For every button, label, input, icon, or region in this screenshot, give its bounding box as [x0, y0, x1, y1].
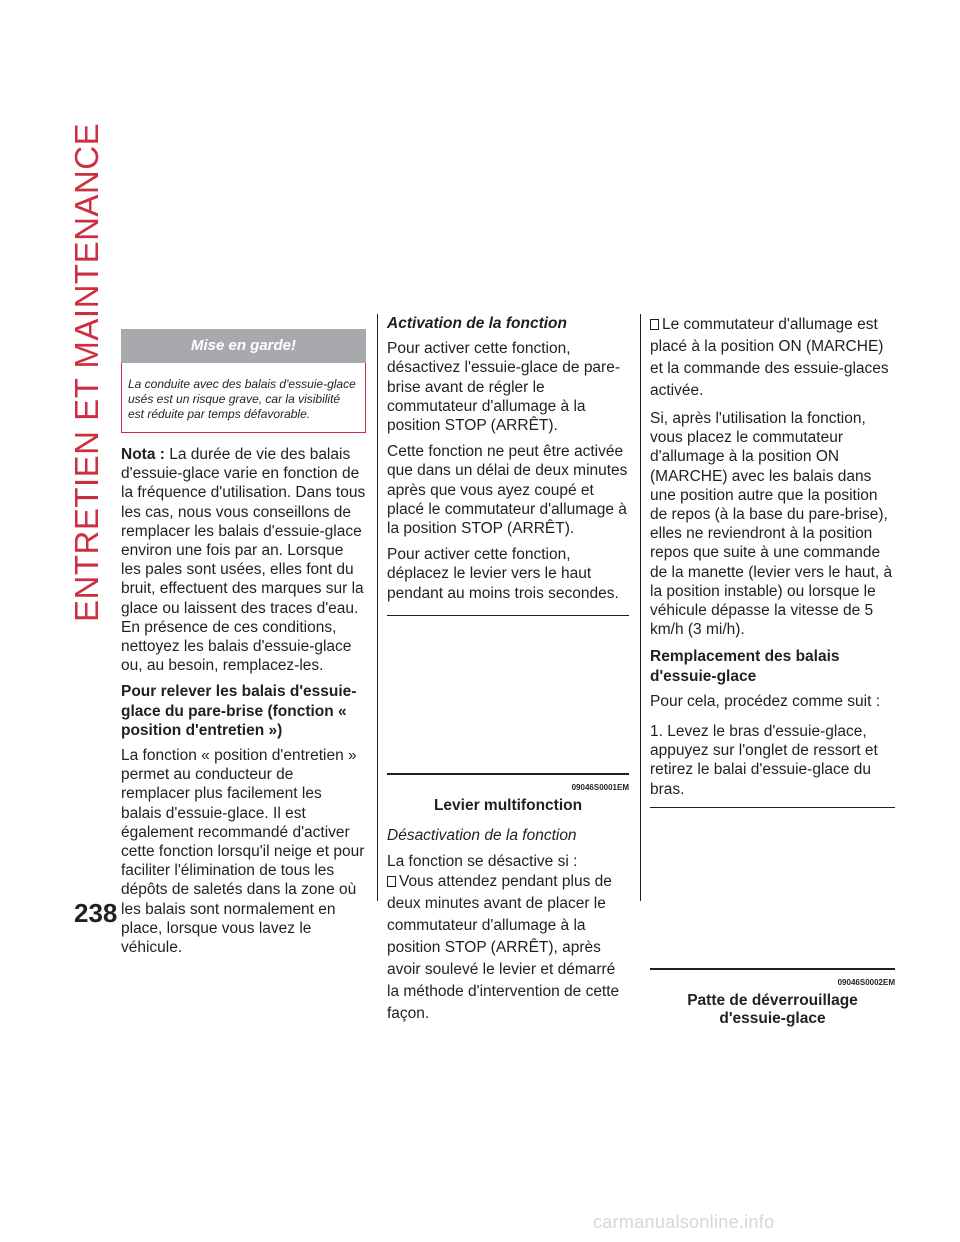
figure-wiper-release-tab — [650, 807, 895, 1028]
column-divider — [640, 314, 641, 901]
page-number: 238 — [74, 898, 118, 928]
figure-multifunction-lever — [387, 615, 629, 815]
column-divider — [377, 314, 378, 901]
checkbox-bullet-icon — [387, 876, 396, 887]
deactivation-intro: La fonction se désactive si : — [387, 853, 578, 871]
activation-heading: Activation de la fonction — [387, 315, 567, 332]
nota-text: La durée de vie des balais d'essuie-glace varie en fonction de la fréquence d'utilisation. Dans tous les cas, nous vous conseillons de remplacer les balais d'essuie-glace environ une fois par an. Lorsque les pales sont usées, elles font du bruit, effectuent des marques sur la glace ou laissent des traces d'eau. En présence de ces conditions, nettoyez les balais d'essuie-glace ou, au besoin, remplacez-les. — [121, 446, 366, 675]
section-side-title: ENTRETIEN ET MAINTENANCE — [68, 122, 105, 622]
deactivation-heading: Désactivation de la fonction — [387, 827, 577, 845]
nota-paragraph — [121, 445, 366, 675]
bullet-text: Le commutateur d'allumage est placé à la position ON (MARCHE) et la commande des essuie-glaces activée. — [650, 316, 889, 399]
checkbox-bullet-icon — [650, 319, 659, 330]
figure-code: 09046S0001EM — [571, 782, 629, 792]
column-right — [650, 314, 895, 1028]
figure-caption — [650, 992, 895, 1028]
figure-bottom-rule — [650, 968, 895, 970]
watermark-text: carmanualsonline.info — [593, 1212, 775, 1232]
activation-paragraph-3: Pour activer cette fonction, déplacez le levier vers le haut pendant au moins trois secondes. — [387, 546, 619, 602]
warning-text: La conduite avec des balais d'essuie-glace usés est un risque grave, car la visibilité est réduite par temps défavorable. — [121, 363, 366, 433]
figure-code: 09046S0002EM — [837, 977, 895, 987]
column-middle — [387, 314, 629, 1032]
figure-caption: Levier multifonction — [433, 797, 583, 815]
bullet-text: Vous attendez pendant plus de deux minutes avant de placer le commutateur d'allumage à la position STOP (ARRÊT), après avoir soulevé le levier et démarré la méthode d'intervention de cette façon. — [387, 873, 620, 1023]
activation-paragraph-1: Pour activer cette fonction, désactivez l'essuie-glace de pare-brise avant de régler le commutateur d'allumage à la position STOP (ARRÊT). — [387, 340, 620, 435]
figure-caption-line-1: Patte de déverrouillage — [687, 992, 858, 1010]
figure-caption-line-2: d'essuie-glace — [719, 1010, 826, 1028]
column-left — [121, 314, 366, 964]
warning-title: Mise en garde! — [121, 329, 366, 363]
replacement-heading: Remplacement des balais d'essuie-glace — [650, 648, 840, 685]
figure-image-area — [387, 616, 629, 773]
activation-paragraph-2: Cette fonction ne peut être activée que dans un délai de deux minutes après que vous ayez coupé et placé le commutateur d'allumage à la position STOP (ARRÊT). — [387, 443, 628, 538]
deactivation-bullet-2 — [650, 314, 895, 402]
replacement-intro: Pour cela, procédez comme suit : — [650, 692, 881, 710]
nota-label: Nota : — [121, 446, 165, 463]
section-text-raise-wipers: La fonction « position d'entretien » permet au conducteur de remplacer plus facilement les balais d'essuie-glace. Il est également recommandé d'activer cette fonction lorsqu'il neige et pour faciliter l'élimination de tous les dépôts de saletés dans la zone où les balais sont normalement en place, lorsque vous lavez le véhicule. — [121, 747, 365, 957]
figure-image-area — [650, 808, 895, 968]
warning-box — [121, 329, 366, 433]
deactivation-after-text: Si, après l'utilisation la fonction, vous placez le commutateur d'allumage à la position ON (MARCHE) avec les balais dans une position autre que la position de repos (à la base du pare-brise), elles ne reviendront à la position repos que suite à une commande de la manette (levier vers le haut, à la position instable) ou lorsque le véhicule dépasse la vitesse de 5 km/h (3 mi/h). — [650, 410, 893, 639]
section-heading-raise-wipers: Pour relever les balais d'essuie-glace du pare-brise (fonction « position d'entretien ») — [121, 683, 357, 739]
figure-bottom-rule — [387, 773, 629, 775]
replacement-step-1: 1. Levez le bras d'essuie-glace, appuyez sur l'onglet de ressort et retirez le balai d'essuie-glace du bras. — [650, 723, 878, 798]
deactivation-bullet-1 — [387, 871, 629, 1025]
